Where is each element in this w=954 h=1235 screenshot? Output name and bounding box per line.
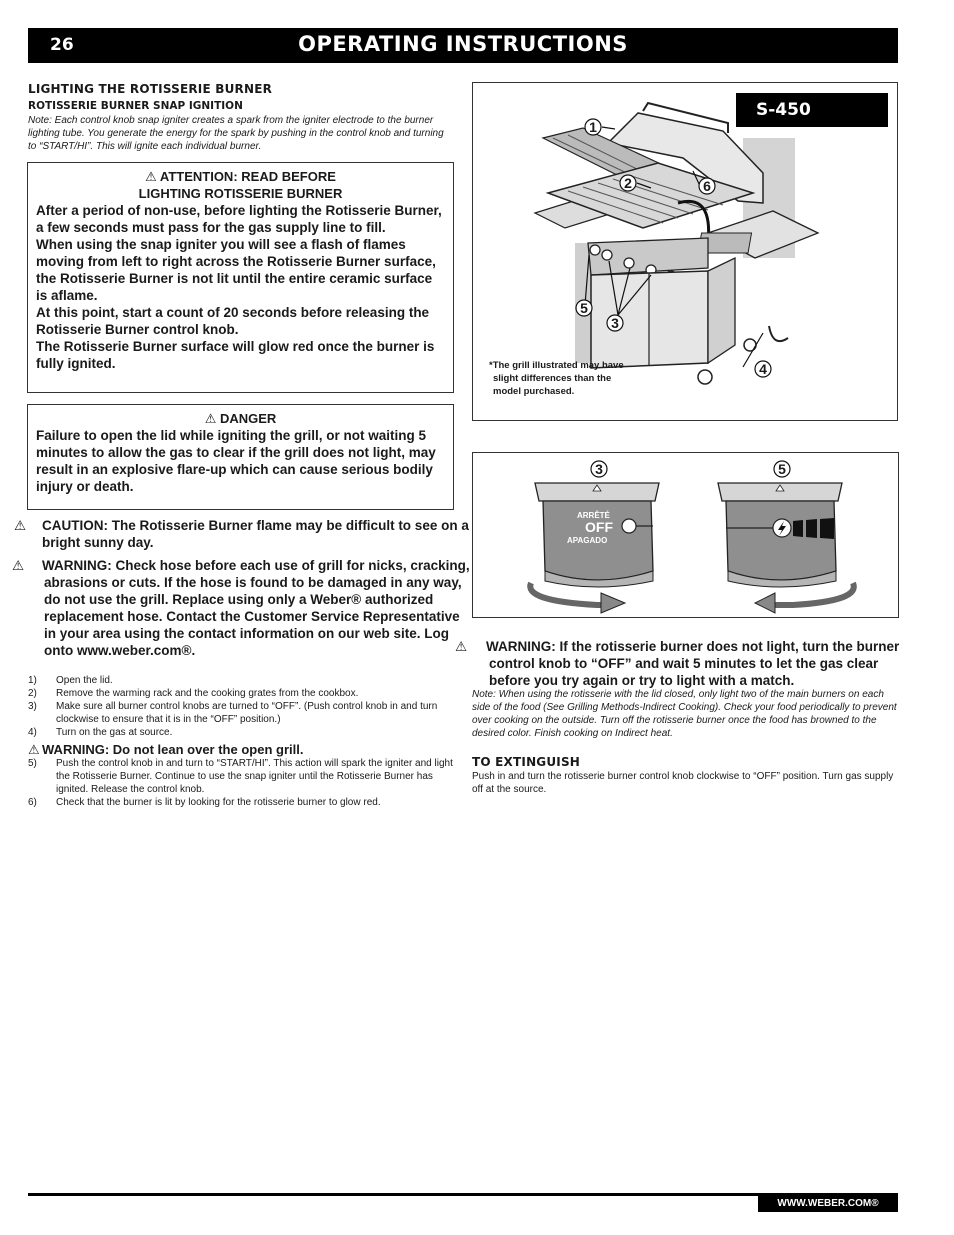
page-number: 26 [50,35,74,55]
light-warning-text: ⚠ WARNING: If the rotisserie burner does not light, turn the burner control knob to “OFF” and wait 5 minutes to let the gas clear before you try again or try to light with a match. [455,639,900,688]
knob-label-apagado: APAGADO [567,536,608,545]
hose-warning-text: ⚠ WARNING: Check hose before each use of grill for nicks, cracking, abrasions or cuts. If the hose is found to be damaged in any way, do not use the grill. Replace using only a Weber® authorized replacement hose. Contact the Customer Service Representative in your area using the contact information on our web site. Log onto www.weber.com®. [12,558,470,658]
extinguish-title: TO EXTINGUISH [472,755,581,769]
page-header [28,28,898,63]
knob-callout-3: 3 [595,461,603,477]
subsection-title: ROTISSERIE BURNER SNAP IGNITION [28,100,243,112]
knob-callout-5: 5 [778,461,786,477]
model-badge: S-450 [736,93,888,127]
callout-3: 3 [611,315,619,331]
callout-6: 6 [703,178,711,194]
warning-triangle-icon: ⚠ [455,639,468,654]
knob-illustration [473,453,898,617]
attention-title: ⚠ ATTENTION: READ BEFORE LIGHTING ROTISSERIE BURNER [138,169,343,201]
section-title: LIGHTING THE ROTISSERIE BURNER [28,82,273,96]
page-title: OPERATING INSTRUCTIONS [298,32,628,56]
steps-list-b [28,757,454,809]
warning-triangle-icon: ⚠ [145,169,157,184]
knob-figure [472,452,899,618]
footer-url: WWW.WEBER.COM® [758,1196,898,1212]
extinguish-body: Push in and turn the rotisserie burner control knob clockwise to “OFF” position. Turn gas supply off at the source. [472,771,894,795]
list-item: 3) Make sure all burner control knobs are turned to “OFF”. (Push control knob in and turn clockwise to ensure that it is in the “OFF” position.) [28,701,438,725]
attention-box [27,162,454,393]
knob-label-arrete: ARRÊTÉ [577,511,610,520]
lean-warning-text: ⚠ WARNING: Do not lean over the open grill. [28,742,304,757]
list-item: 2) Remove the warming rack and the cooking grates from the cookbox. [28,688,359,699]
list-item: 5) Push the control knob in and turn to “START/HI”. This action will spark the igniter and light the Rotisserie Burner. Continue to use the snap igniter until the Rotisserie Burner has ignited. Release the control knob. [28,758,453,795]
warning-triangle-icon: ⚠ [204,411,217,426]
list-item: 4) Turn on the gas at source. [28,727,173,738]
knob-label-off: OFF [585,519,613,535]
warning-triangle-icon: ⚠ [14,518,27,533]
danger-body: Failure to open the lid while igniting the grill, or not waiting 5 minutes to allow the gas to clear if the grill does not light, may result in an explosive flare-up which can cause serious bodily injury or death. [36,428,436,494]
callout-4: 4 [759,361,767,377]
callout-2: 2 [624,175,632,191]
figure-disclaimer: *The grill illustrated may have slight differences than the model purchased. [489,360,624,397]
list-item: 1) Open the lid. [28,675,113,686]
steps-list-a [28,674,454,739]
warning-triangle-icon: ⚠ [12,558,25,573]
list-item: 6) Check that the burner is lit by looking for the rotisserie burner to glow red. [28,797,381,808]
attention-paragraph: After a period of non-use, before lighting the Rotisserie Burner, a few seconds must pass for the gas supply line to fill. [36,203,442,235]
callout-1: 1 [589,119,597,135]
attention-paragraph: At this point, start a count of 20 seconds before releasing the Rotisserie Burner control knob. [36,305,430,337]
rotisserie-note: Note: When using the rotisserie with the lid closed, only light two of the main burners on each side of the food (See Grilling Methods-Indirect Cooking). Check your food periodically to prevent over cooking on the outside. Turn off the rotisserie burner once the food has browned to the desired color. Finish cooking on Indirect heat. [472,689,897,739]
attention-body [36,202,445,372]
ignition-note: Note: Each control knob snap igniter creates a spark from the igniter electrode to the burner lighting tube. You generate the energy for the spark by pushing in the control knob and turning to “START/HI”. This will ignite each individual burner. [28,115,444,152]
warning-triangle-icon: ⚠ [28,742,40,757]
danger-box [27,404,454,510]
caution-text: ⚠ CAUTION: The Rotisserie Burner flame may be difficult to see on a bright sunny day. [14,518,469,550]
grill-figure [472,82,898,421]
callout-5: 5 [580,300,588,316]
attention-paragraph: When using the snap igniter you will see a flash of flames moving from left to right across the Rotisserie Burner surface, the Rotisserie Burner is not lit until the entire ceramic surface is aflame. [36,237,436,303]
danger-title: ⚠ DANGER [204,411,277,426]
attention-paragraph: The Rotisserie Burner surface will glow red once the burner is fully ignited. [36,339,435,371]
